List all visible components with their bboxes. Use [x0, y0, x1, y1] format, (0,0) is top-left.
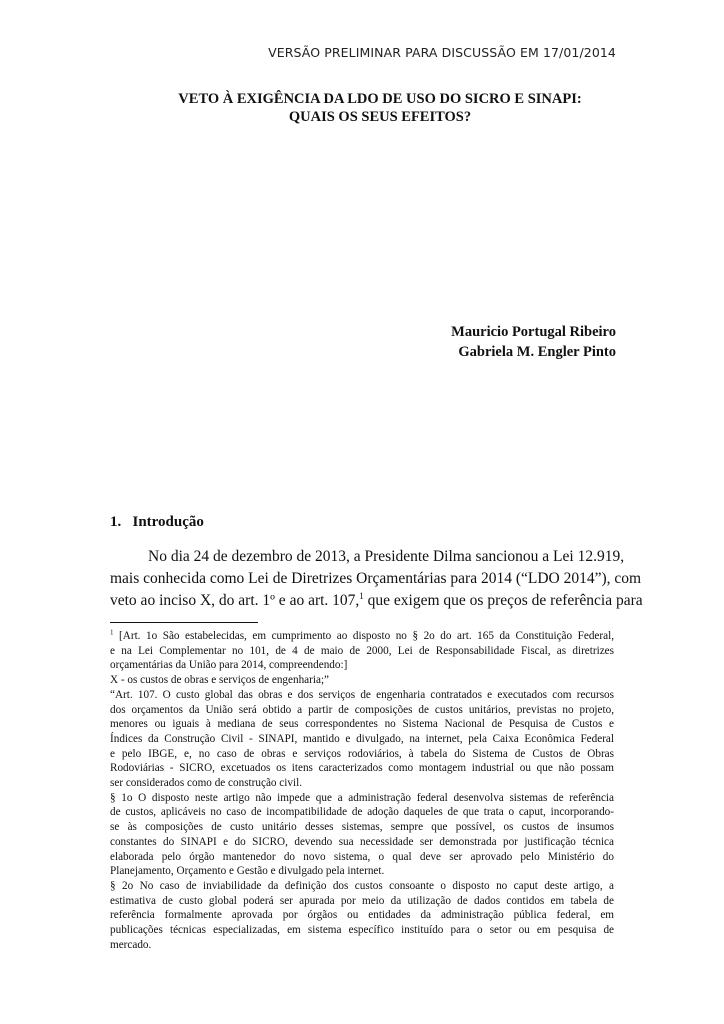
footnote-line: estimativa de custo global poderá ser apurada por meio da utilização de dados contidos em tabela de	[110, 894, 614, 907]
author-name: Gabriela M. Engler Pinto	[458, 344, 616, 360]
footnote-line: § 1o O disposto neste artigo não impede que a administração federal desenvolva sistemas de referência	[110, 791, 614, 804]
footnote-line-text: [Art. 1o São estabelecidas, em cumprimento ao disposto no § 2o do art. 165 da Constituição Federal,	[113, 630, 614, 642]
footnote-marker: 1	[110, 629, 114, 637]
paragraph-line: No dia 24 de dezembro de 2013, a Presidente Dilma sancionou a Lei 12.919,	[148, 548, 625, 565]
footnote-line: e na Lei Complementar no 101, de 4 de maio de 2000, Lei de Responsabilidade Fiscal, as diretrizes	[110, 644, 614, 657]
draft-notice-header: VERSÃO PRELIMINAR PARA DISCUSSÃO EM 17/01/2014	[268, 45, 616, 60]
author-name: Mauricio Portugal Ribeiro	[451, 324, 616, 340]
section-title: Introdução	[132, 514, 204, 530]
footnote-line: elaborada pelo órgão mantenedor do novo sistema, o qual deve ser aprovado pelo Ministério do	[110, 850, 614, 863]
paragraph-line: mais conhecida como Lei de Diretrizes Orçamentárias para 2014 (“LDO 2014”), com	[110, 570, 642, 587]
paragraph-line-text: que exigem que os preços de referência para	[363, 592, 643, 609]
footnote-line	[110, 629, 614, 644]
title-line-1: VETO À EXIGÊNCIA DA LDO DE USO DO SICRO E SINAPI:	[178, 91, 582, 107]
paragraph-line-text: veto ao inciso X, do art. 1º e ao art. 107,	[110, 592, 360, 609]
footnote-line: constantes do SINAPI e do SICRO, devendo sua necessidade ser demonstrada por justificação técnica	[110, 835, 614, 848]
footnote-line: Índices da Construção Civil - SINAPI, mantido e divulgado, na internet, pela Caixa Econômica Federal	[110, 732, 614, 745]
title-line-2: QUAIS OS SEUS EFEITOS?	[288, 109, 472, 125]
footnote-line: mercado.	[110, 938, 152, 951]
footnote-separator	[110, 622, 258, 623]
footnote-line: publicações técnicas especializadas, em sistema específico instituído para o setor ou em pesquisa de	[110, 924, 614, 937]
intro-paragraph	[110, 546, 643, 612]
footnote-line: ser considerados como de construção civil.	[110, 777, 302, 790]
footnote-line: § 2o No caso de inviabilidade da definição dos custos consoante o disposto no caput deste artigo, a	[110, 879, 614, 892]
footnote-reference[interactable]: 1	[359, 590, 364, 601]
footnote-line: menores ou iguais à mediana de seus correspondentes no Sistema Nacional de Pesquisa de Custos e	[110, 718, 614, 731]
footnote-block	[110, 629, 614, 952]
footnote-line: Rodoviárias - SICRO, excetuados os itens caracterizados como montagem industrial ou que não possam	[110, 762, 614, 775]
footnote-line: Planejamento, Orçamento e Gestão e divulgado pela internet.	[110, 865, 385, 878]
footnote-line: de custos, aplicáveis no caso de incompatibilidade de adoção daqueles de que trata o caput, incorporando-	[110, 806, 614, 819]
footnote-line: e pelo IBGE, e, no caso de obras e serviços rodoviários, à tabela do Sistema de Custos de Obras	[110, 747, 614, 760]
paragraph-line	[110, 590, 643, 612]
footnote-line: “Art. 107. O custo global das obras e dos serviços de engenharia contratados e executados com recursos	[110, 688, 614, 701]
footnote-line: dos orçamentos da União será obtido a partir de composições de custos unitários, previstas no projeto,	[110, 703, 614, 716]
footnote-line: referência formalmente aprovada por órgãos ou entidades da administração pública federal, em	[110, 909, 614, 922]
section-number: 1.	[110, 514, 122, 530]
footnote-line: orçamentárias da União para 2014, compreendendo:]	[110, 659, 348, 672]
footnote-line: X - os custos de obras e serviços de engenharia;”	[110, 674, 330, 687]
section-heading	[110, 514, 204, 531]
authors-block	[451, 322, 616, 362]
document-title	[110, 90, 650, 126]
footnote-line: se às composições de custo unitário desses sistemas, sempre que possível, os custos de insumos	[110, 821, 614, 834]
